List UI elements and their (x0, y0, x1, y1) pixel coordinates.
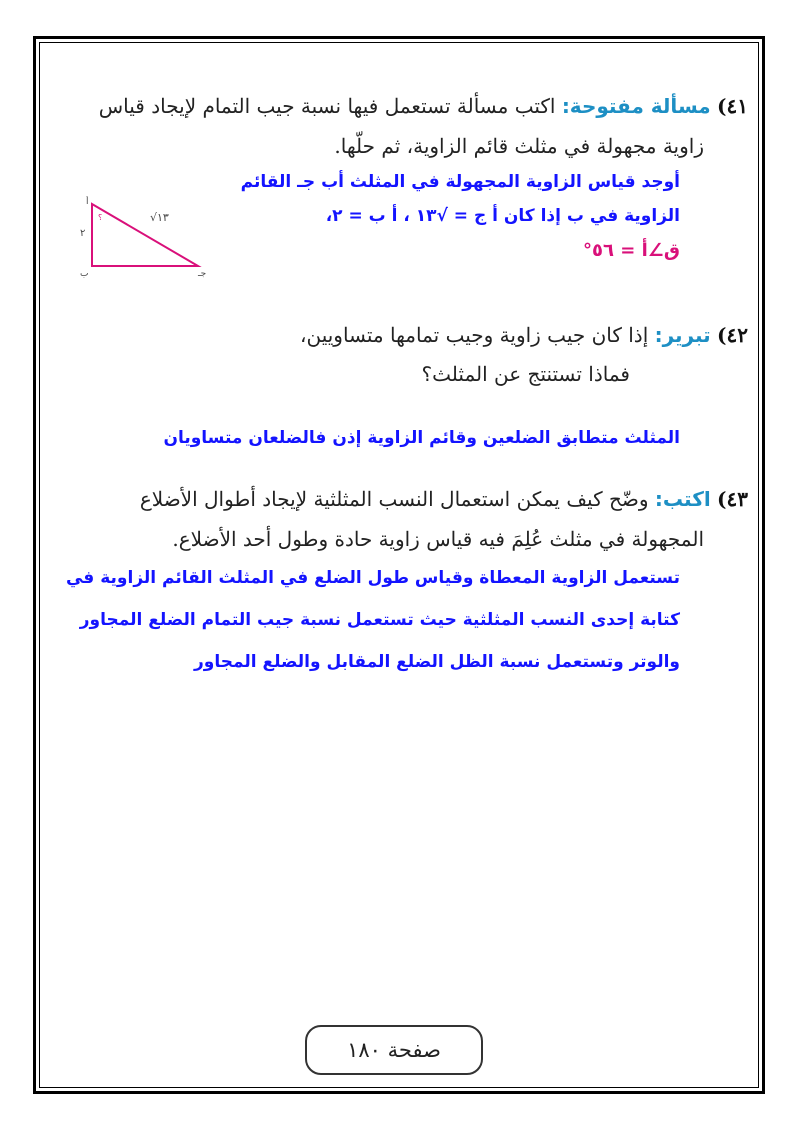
q41-prompt-line2: زاوية مجهولة في مثلث قائم الزاوية، ثم حلّها. (334, 134, 704, 158)
q41-answer-line2: الزاوية في ب إذا كان أ ج = √١٣ ، أ ب = ٢، (325, 206, 680, 226)
q41-text-1: اكتب مسألة تستعمل فيها نسبة جيب التمام لإيجاد قياس (98, 94, 556, 118)
q41-answer-line3: ق∠أ = ٥٦° (583, 240, 680, 261)
q42-number: ٤٢) (717, 323, 748, 347)
angle-mark: ؟ (98, 213, 103, 222)
q41-tag: مسألة مفتوحة: (561, 94, 711, 118)
q42-text-1: إذا كان جيب زاوية وجيب تمامها متساويين، (300, 323, 649, 347)
q42-answer: المثلث متطابق الضلعين وقائم الزاوية إذن فالضلعان متساويان (163, 428, 680, 448)
q41-prompt-line1 (99, 94, 748, 118)
triangle-figure (60, 196, 220, 286)
q42-prompt-line2: فماذا تستنتج عن المثلث؟ (421, 362, 630, 386)
triangle-hypotenuse-label: √١٣ (150, 211, 169, 224)
q43-prompt-line1 (140, 487, 748, 511)
vertex-c-label: جـ (198, 269, 207, 279)
q43-number: ٤٣) (717, 487, 748, 511)
triangle-shape (92, 204, 198, 266)
q43-tag: اكتب: (654, 487, 711, 511)
triangle-height-label: ٢ (80, 228, 86, 239)
q43-text-1: وضّح كيف يمكن استعمال النسب المثلثية لإيجاد أطوال الأضلاع (139, 487, 649, 511)
q41-answer-line1: أوجد قياس الزاوية المجهولة في المثلث أب جـ القائم (240, 172, 680, 192)
q41-number: ٤١) (717, 94, 748, 118)
q42-prompt-line1 (300, 323, 748, 347)
vertex-a-label: أ (86, 197, 89, 207)
page-number-box (305, 1025, 483, 1075)
q43-answer-line2: كتابة إحدى النسب المثلثية حيث تستعمل نسبة جيب التمام الضلع المجاور (79, 610, 680, 630)
vertex-b-label: ب (80, 269, 89, 279)
q43-answer-line3: والوتر وتستعمل نسبة الظل الضلع المقابل والضلع المجاور (193, 652, 680, 672)
page-number-label: صفحة ١٨٠ (347, 1038, 441, 1062)
q43-prompt-line2: المجهولة في مثلث عُلِمَ فيه قياس زاوية حادة وطول أحد الأضلاع. (172, 527, 704, 551)
q43-answer-line1: تستعمل الزاوية المعطاة وقياس طول الضلع في المثلث القائم الزاوية في (65, 568, 680, 588)
q42-tag: تبرير: (654, 323, 711, 347)
